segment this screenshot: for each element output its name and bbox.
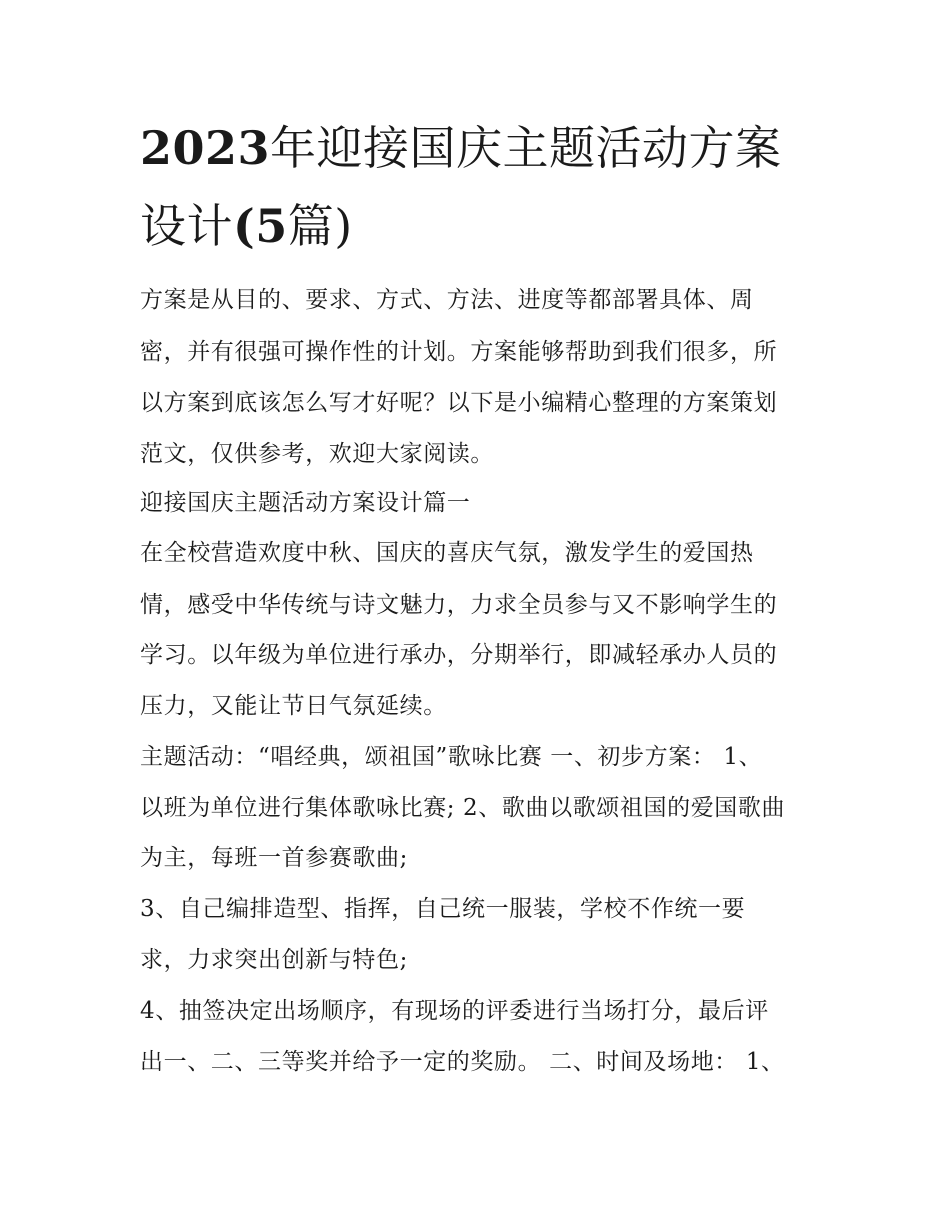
body-line: 4、抽签决定出场顺序，有现场的评委进行当场打分，最后评 xyxy=(140,998,769,1024)
body-line: 情，感受中华传统与诗文魅力，力求全员参与又不影响学生的 xyxy=(140,592,778,618)
body-line: 出一、二、三等奖并给予一定的奖励。 二、时间及场地： 1、 xyxy=(140,1049,785,1075)
document-title-line-2 xyxy=(140,198,353,254)
title-count: (5 xyxy=(233,199,288,253)
body-line: 求，力求突出创新与特色; xyxy=(140,947,408,973)
body-line: 密，并有很强可操作性的计划。方案能够帮助到我们很多，所 xyxy=(140,339,778,365)
body-line: 为主，每班一首参赛歌曲; xyxy=(140,845,408,871)
body-line: 主题活动：“唱经典，颂祖国”歌咏比赛 一、初步方案： 1、 xyxy=(140,744,763,770)
section-heading: 迎接国庆主题活动方案设计篇一 xyxy=(140,490,471,516)
body-line: 压力，又能让节日气氛延续。 xyxy=(140,693,447,719)
document-title-line-1 xyxy=(140,120,782,176)
body-line: 以方案到底该怎么写才好呢？以下是小编精心整理的方案策划 xyxy=(140,390,778,416)
title-year: 2023 xyxy=(140,121,271,175)
title-text-2: 设计 xyxy=(140,199,233,253)
title-suffix: 篇) xyxy=(287,199,353,253)
body-line: 在全校营造欢度中秋、国庆的喜庆气氛，激发学生的爱国热 xyxy=(140,540,754,566)
title-text-1: 年迎接国庆主题活动方案 xyxy=(270,121,782,175)
body-line: 3、自己编排造型、指挥，自己统一服装，学校不作统一要 xyxy=(140,896,746,922)
body-line: 范文，仅供参考，欢迎大家阅读。 xyxy=(140,441,494,467)
body-line: 方案是从目的、要求、方式、方法、进度等都部署具体、周 xyxy=(140,287,754,313)
body-line: 以班为单位进行集体歌咏比赛; 2、歌曲以歌颂祖国的爱国歌曲 xyxy=(140,795,786,821)
body-line: 学习。以年级为单位进行承办，分期举行，即减轻承办人员的 xyxy=(140,642,778,668)
